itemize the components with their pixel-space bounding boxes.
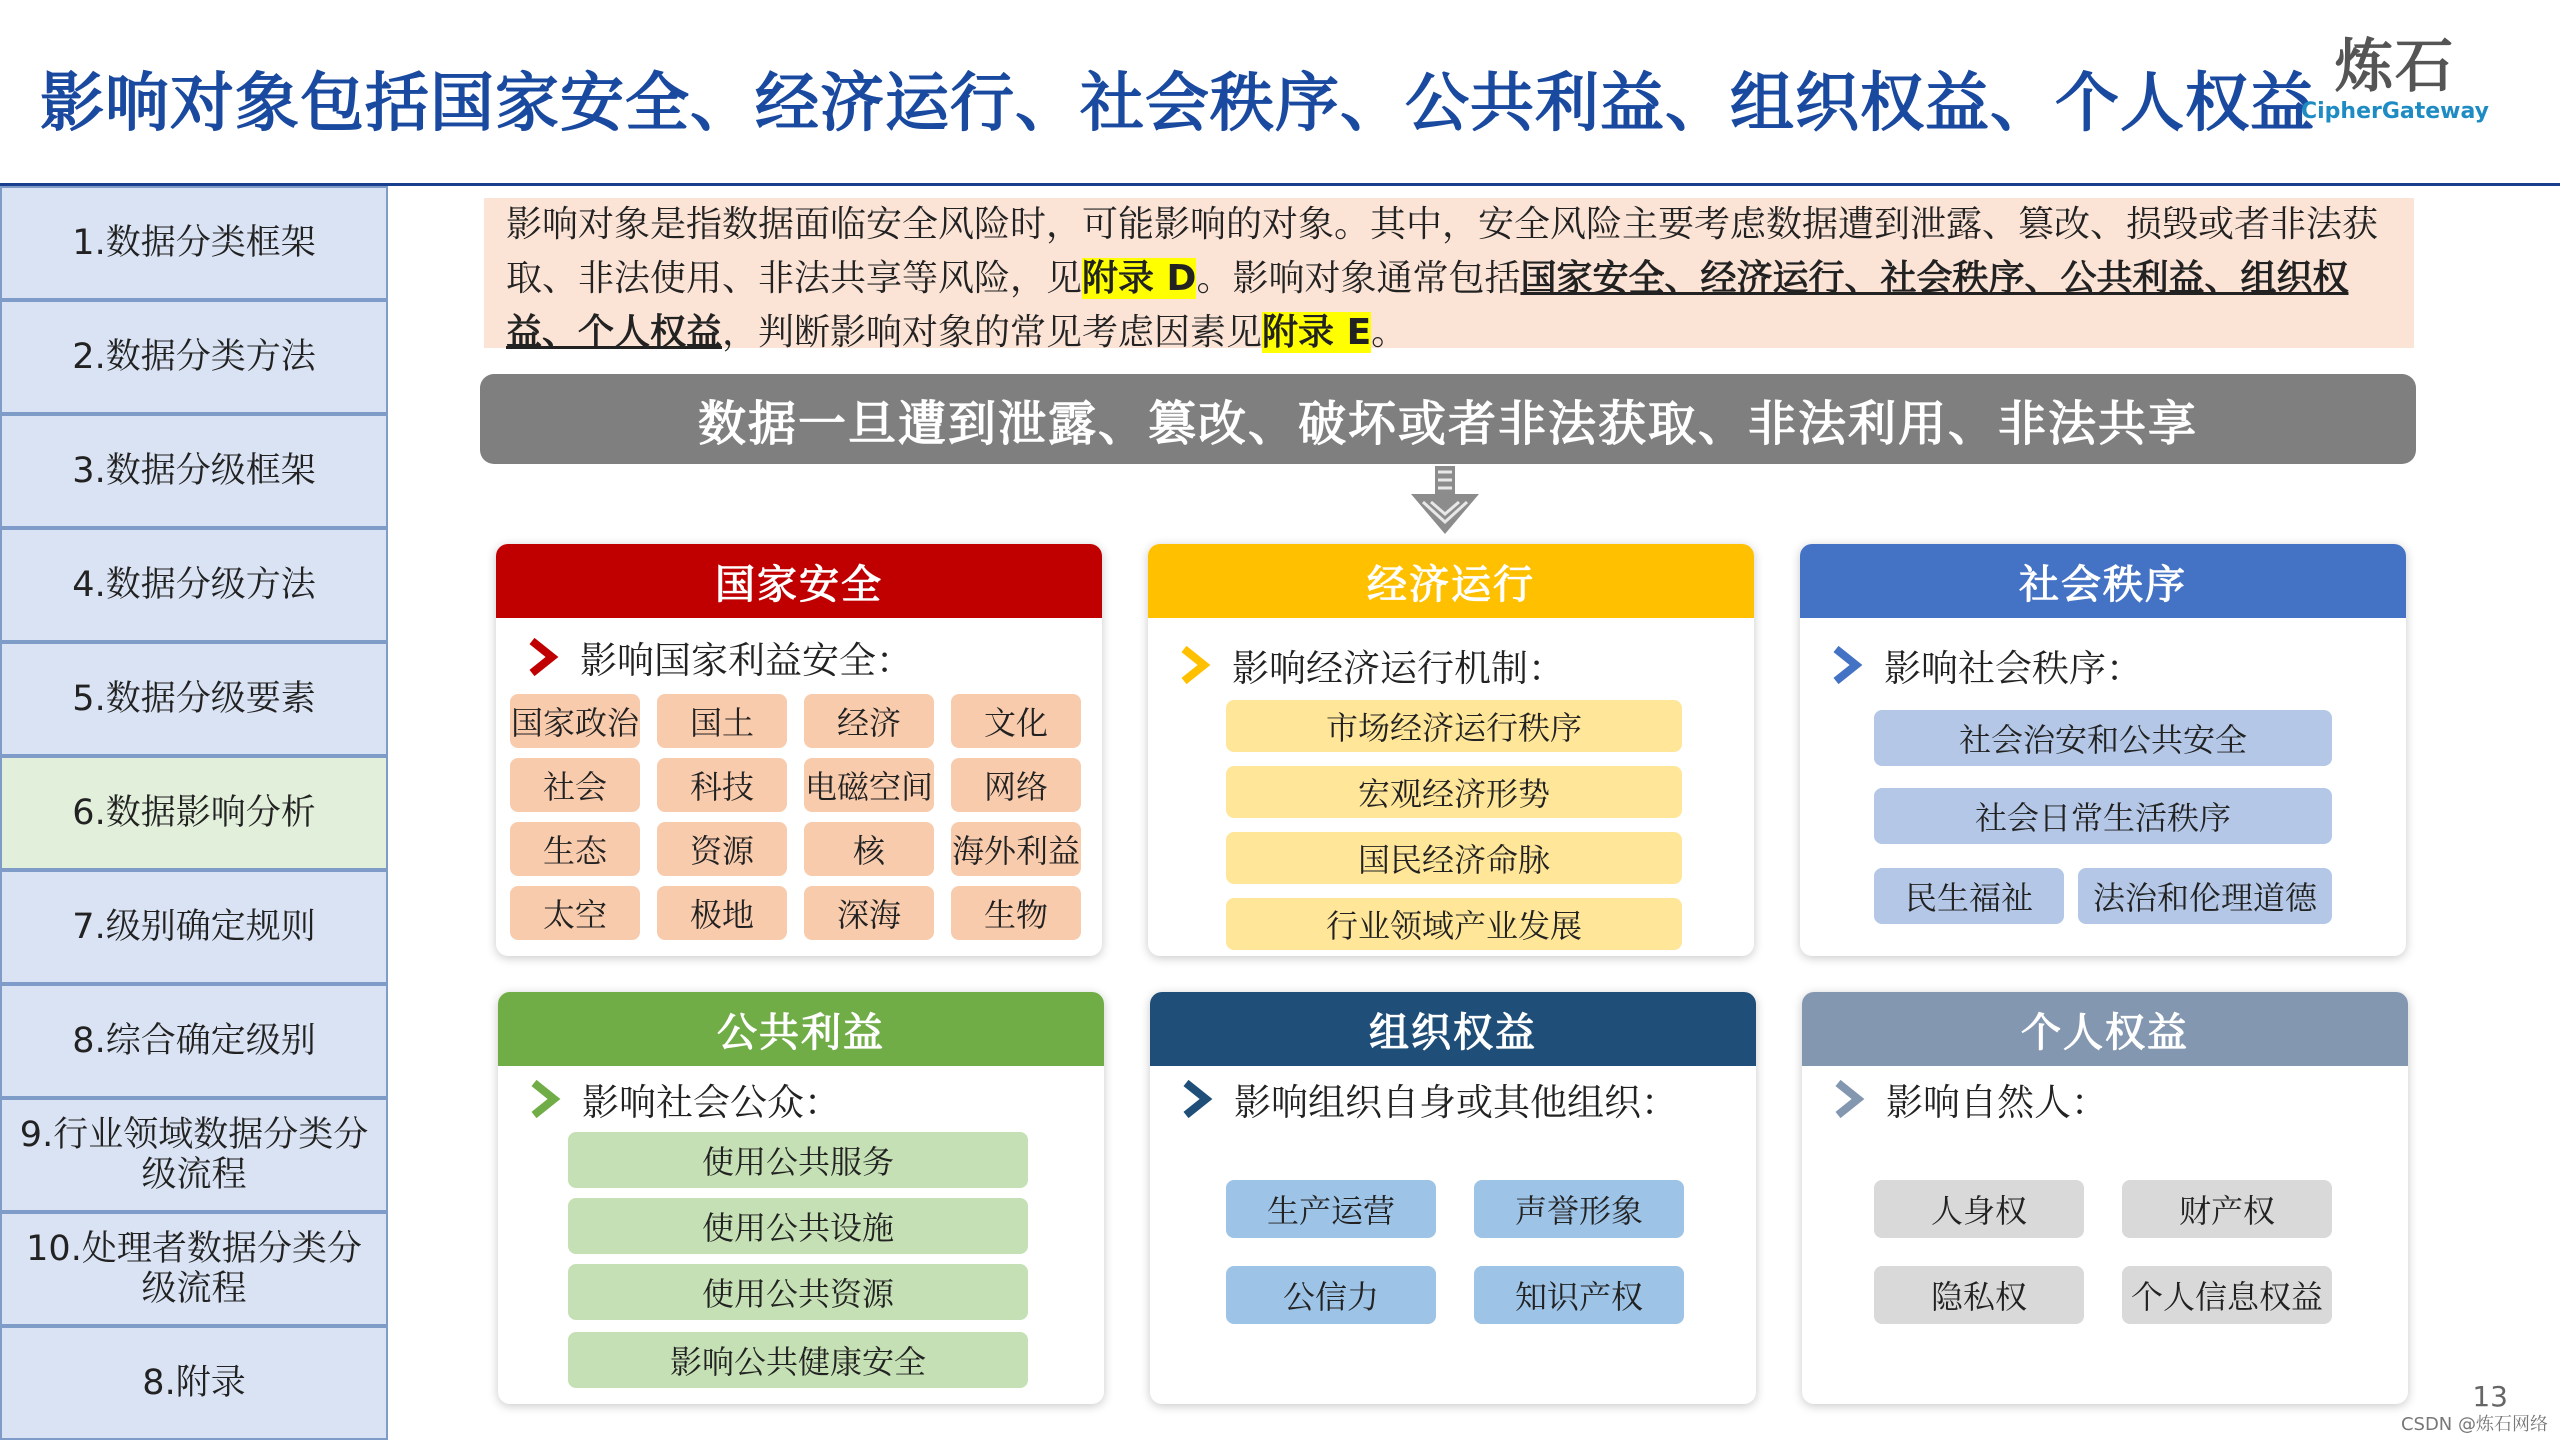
card-social-title: 社会秩序 [1800, 544, 2406, 618]
tag-national-9: 资源 [657, 822, 787, 876]
tag-national-1: 国土 [657, 694, 787, 748]
social-subtitle-text: 影响社会秩序： [1884, 647, 2143, 690]
tag-org-3: 知识产权 [1474, 1266, 1684, 1324]
tag-org-1: 声誉形象 [1474, 1180, 1684, 1238]
tag-national-14: 深海 [804, 886, 934, 940]
tag-social-2: 民生福祉 [1874, 868, 2064, 924]
tag-public-3: 影响公共健康安全 [568, 1332, 1028, 1388]
tag-social-3: 法治和伦理道德 [2078, 868, 2332, 924]
intro-text-3: 。影响对象通常包括 [1196, 258, 1521, 299]
card-social-order [1800, 544, 2406, 956]
card-org-title: 组织权益 [1150, 992, 1756, 1066]
sidebar-item-5[interactable]: 5.数据分级要素 [0, 642, 388, 756]
economy-subtitle-text: 影响经济运行机制： [1232, 647, 1565, 690]
tag-national-10: 核 [804, 822, 934, 876]
national-subtitle-text: 影响国家利益安全： [580, 639, 913, 682]
tag-national-5: 科技 [657, 758, 787, 812]
chevron-right-icon [1832, 1079, 1866, 1119]
card-social-subtitle [1830, 638, 2143, 692]
appendix-e-link[interactable]: 附录 E [1262, 312, 1372, 353]
intro-text-5: ，判断影响对象的常见考虑因素见 [722, 312, 1263, 353]
sidebar-item-9[interactable]: 9.行业领域数据分类分级流程 [0, 1098, 388, 1212]
intro-text-1: 影响对象是指数据面临安全风险时，可能影响的对象。其中，安全风险主要考虑数据遭到泄露、篡改、损毁或者非法获取、非法使用、非法共享等风险，见 [506, 204, 2379, 299]
tag-national-15: 生物 [951, 886, 1081, 940]
sidebar-item-2[interactable]: 2.数据分类方法 [0, 300, 388, 414]
chevron-right-icon [1830, 645, 1864, 685]
tag-social-0: 社会治安和公共安全 [1874, 710, 2332, 766]
card-personal-subtitle [1832, 1072, 2108, 1126]
tag-national-12: 太空 [510, 886, 640, 940]
tag-economy-0: 市场经济运行秩序 [1226, 700, 1682, 752]
card-personal-rights [1802, 992, 2408, 1404]
card-public-interest [498, 992, 1104, 1404]
tag-economy-2: 国民经济命脉 [1226, 832, 1682, 884]
tag-national-2: 经济 [804, 694, 934, 748]
slide-header [0, 0, 2560, 186]
chevron-right-icon [1178, 645, 1212, 685]
card-public-title: 公共利益 [498, 992, 1104, 1066]
tag-national-6: 电磁空间 [804, 758, 934, 812]
personal-subtitle-text: 影响自然人： [1886, 1081, 2108, 1124]
chevron-right-icon [528, 1079, 562, 1119]
intro-text-7: 。 [1371, 312, 1408, 353]
company-logo [2300, 34, 2490, 134]
card-org-subtitle [1180, 1072, 1678, 1126]
logo-cn-text: 炼石 [2334, 32, 2455, 100]
risk-banner: 数据一旦遭到泄露、篡改、破坏或者非法获取、非法利用、非法共享 [480, 374, 2416, 464]
tag-org-2: 公信力 [1226, 1266, 1436, 1324]
card-economy-subtitle [1178, 638, 1565, 692]
card-national-security [496, 544, 1102, 956]
logo-en-text: CipherGateway [2300, 99, 2490, 124]
tag-national-0: 国家政治 [510, 694, 640, 748]
tag-national-4: 社会 [510, 758, 640, 812]
page-number: 13 [2472, 1380, 2508, 1413]
card-personal-title: 个人权益 [1802, 992, 2408, 1066]
impact-objects-text: 国家安全、经济运行、社会秩序、公共利益、组织权益、个人权益 [506, 258, 2349, 353]
down-arrow-icon [1405, 466, 1485, 536]
sidebar-item-3[interactable]: 3.数据分级框架 [0, 414, 388, 528]
tag-national-7: 网络 [951, 758, 1081, 812]
sidebar-item-4[interactable]: 4.数据分级方法 [0, 528, 388, 642]
tag-economy-3: 行业领域产业发展 [1226, 898, 1682, 950]
tag-national-11: 海外利益 [951, 822, 1081, 876]
sidebar-item-11[interactable]: 8.附录 [0, 1326, 388, 1440]
sidebar-item-8[interactable]: 8.综合确定级别 [0, 984, 388, 1098]
footer-watermark: CSDN @炼石网络 [2400, 1414, 2548, 1435]
sidebar-item-7[interactable]: 7.级别确定规则 [0, 870, 388, 984]
tag-org-0: 生产运营 [1226, 1180, 1436, 1238]
card-economy-title: 经济运行 [1148, 544, 1754, 618]
tag-public-2: 使用公共资源 [568, 1264, 1028, 1320]
card-national-title: 国家安全 [496, 544, 1102, 618]
tag-social-1: 社会日常生活秩序 [1874, 788, 2332, 844]
tag-national-13: 极地 [657, 886, 787, 940]
card-public-subtitle [528, 1072, 841, 1126]
tag-national-8: 生态 [510, 822, 640, 876]
tag-public-0: 使用公共服务 [568, 1132, 1028, 1188]
page-title: 影响对象包括国家安全、经济运行、社会秩序、公共利益、组织权益、个人权益 [40, 67, 2315, 141]
chevron-right-icon [1180, 1079, 1214, 1119]
sidebar-item-1[interactable]: 1.数据分类框架 [0, 186, 388, 300]
tag-personal-0: 人身权 [1874, 1180, 2084, 1238]
tag-economy-1: 宏观经济形势 [1226, 766, 1682, 818]
appendix-d-link[interactable]: 附录 D [1082, 258, 1197, 299]
sidebar-nav [0, 186, 390, 1440]
public-subtitle-text: 影响社会公众： [582, 1081, 841, 1124]
tag-personal-2: 隐私权 [1874, 1266, 2084, 1324]
chevron-right-icon [526, 637, 560, 677]
tag-personal-1: 财产权 [2122, 1180, 2332, 1238]
sidebar-item-10[interactable]: 10.处理者数据分类分级流程 [0, 1212, 388, 1326]
sidebar-item-6-active[interactable]: 6.数据影响分析 [0, 756, 388, 870]
card-national-subtitle [526, 630, 913, 684]
tag-personal-3: 个人信息权益 [2122, 1266, 2332, 1324]
intro-paragraph [484, 198, 2414, 353]
tag-public-1: 使用公共设施 [568, 1198, 1028, 1254]
org-subtitle-text: 影响组织自身或其他组织： [1234, 1081, 1678, 1124]
card-economy [1148, 544, 1754, 956]
tag-national-3: 文化 [951, 694, 1081, 748]
card-org-rights [1150, 992, 1756, 1404]
